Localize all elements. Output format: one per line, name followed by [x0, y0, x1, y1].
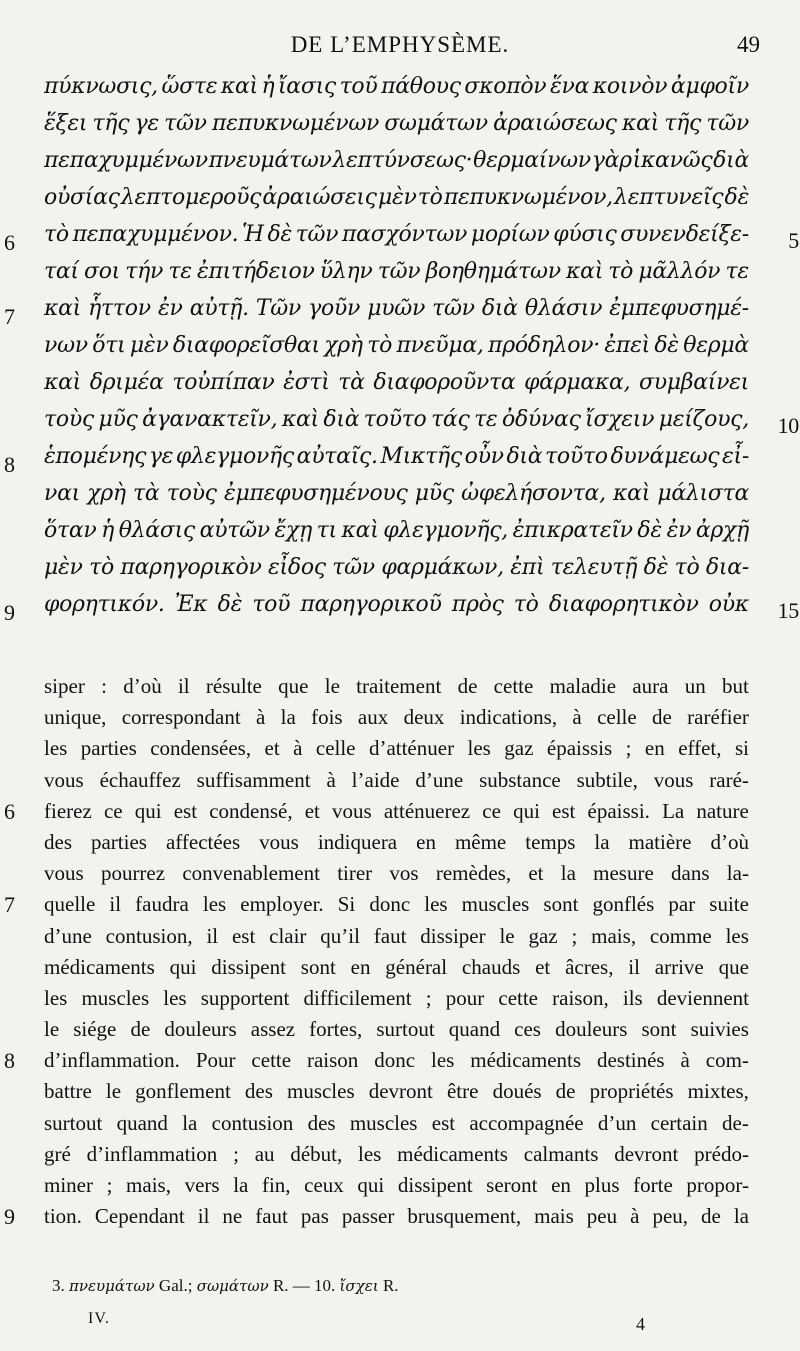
margin-marker-left: 7	[4, 304, 15, 329]
french-text-line: gré d’inflammation ; au début, les médicaments calmants devront prédo-	[44, 1141, 749, 1166]
margin-marker-left: 8	[4, 452, 15, 477]
margin-marker-left: 7	[4, 892, 15, 918]
greek-text-line: ὅταν ἡ θλάσις αὐτῶν ἔχῃ τι καὶ φλεγμονῆς, ἐπικρατεῖν δὲ ἐν ἀρχῇ	[44, 518, 749, 543]
margin-marker-left: 6	[4, 230, 15, 255]
line-number-right: 10	[777, 413, 799, 438]
french-text-line: d’une contusion, il est clair qu’il faut dissiper le gaz ; mais, comme les	[44, 923, 749, 948]
footnote-greek-word: ἴσχει	[339, 1277, 379, 1295]
french-text-line: fierez ce qui est condensé, et vous atténuerez ce qui est épaissi. La nature 6	[4, 798, 749, 824]
french-text-line: unique, correspondant à la fois aux deux indications, à celle de raréfier	[44, 705, 749, 730]
page-number: 49	[737, 32, 760, 57]
footnote-text: R. — 10.	[272, 1276, 336, 1295]
margin-marker-left: 6	[4, 798, 15, 824]
running-head-title: DE L’EMPHYSÈME.	[290, 32, 510, 57]
greek-text-line: ταί σοι τήν τε ἐπιτήδειον ὕλην τῶν βοηθημάτων καὶ τὸ μᾶλλόν τε	[44, 259, 749, 284]
greek-text-line: πύκνωσις, ὥστε καὶ ἡ ἴασις τοῦ πάθους σκοπὸν ἕνα κοινὸν ἀμφοῖν	[44, 74, 749, 99]
margin-marker-left: 8	[4, 1048, 15, 1074]
french-text-line: battre le gonflement des muscles devront être doués de propriétés mixtes,	[44, 1079, 749, 1104]
footnote-text: Gal.;	[158, 1276, 193, 1295]
greek-text-line: καὶ ἧττον ἐν αὐτῇ. Τῶν γοῦν μυῶν τῶν διὰ θλάσιν ἐμπεφυσημέ- 7	[4, 296, 749, 329]
greek-text-line: καὶ δριμέα τοὐπίπαν ἐστὶ τὰ διαφοροῦντα φάρμακα, συμβαίνει	[44, 370, 749, 395]
line-number-right: 15	[777, 598, 799, 623]
french-text-line: vous pourrez convenablement tirer vos remèdes, et la mesure dans la-	[44, 861, 749, 886]
greek-text-line: φορητικόν. Ἐκ δὲ τοῦ παρηγορικοῦ πρὸς τὸ διαφορητικὸν οὐκ 9 15	[4, 592, 799, 625]
greek-text-line: νων ὅτι μὲν διαφορεῖσθαι χρὴ τὸ πνεῦμα, πρόδηλον· ἐπεὶ δὲ θερμὰ	[44, 333, 749, 358]
french-text-line: surtout quand la contusion des muscles est accompagnée d’un certain de-	[44, 1110, 749, 1135]
greek-text-line: μὲν τὸ παρηγορικὸν εἶδος τῶν φαρμάκων, ἐπὶ τελευτῇ δὲ τὸ δια-	[44, 555, 749, 580]
french-translation-block	[4, 674, 749, 1235]
footnote	[52, 1276, 399, 1296]
line-number-right: 5	[788, 228, 799, 253]
french-text-line: siper : d’où il résulte que le traitement de cette maladie aura un but	[44, 674, 749, 698]
signature-mark: IV.	[88, 1310, 110, 1327]
greek-text-line: ἕξει τῆς γε τῶν πεπυκνωμένων σωμάτων ἀραιώσεως καὶ τῆς τῶν	[44, 111, 749, 136]
french-text-line: le siége de douleurs assez fortes, surtout quand ces douleurs sont suivies	[44, 1017, 749, 1042]
footnote-greek-word: πνευμάτων	[69, 1277, 155, 1295]
french-text-line: tion. Cependant il ne faut pas passer brusquement, mais peu à peu, de la 9	[4, 1204, 749, 1230]
french-text-line: médicaments qui dissipent sont en général chauds et âcres, il arrive que	[44, 954, 749, 979]
greek-text-line: ναι χρὴ τὰ τοὺς ἐμπεφυσημένους μῦς ὠφελήσοντα, καὶ μάλιστα	[44, 481, 749, 506]
french-text-line: vous échauffez suffisamment à l’aide d’une substance subtile, vous raré-	[44, 767, 749, 792]
greek-text-line: τὸ πεπαχυμμένον. Ἡ δὲ τῶν πασχόντων μορίων φύσις συνενδείξε- 6 5	[4, 222, 799, 255]
french-text-line: miner ; mais, vers la fin, ceux qui dissipent seront en plus forte propor-	[44, 1173, 749, 1197]
greek-text-line: ἑπομένης γε φλεγμονῆς αὐταῖς. Μικτῆς οὖν διὰ τοῦτο δυνάμεως εἶ- 8	[4, 444, 749, 477]
greek-text-line: οὐσίας λεπτομεροῦς ἀραιώσεις μὲν τὸ πεπυκνωμένον, λεπτυνεῖς δὲ	[44, 185, 749, 210]
margin-marker-left: 9	[4, 600, 15, 625]
french-text-line: d’inflammation. Pour cette raison donc les médicaments destinés à com- 8	[4, 1048, 749, 1074]
footnote-number: 3.	[52, 1276, 65, 1295]
french-text-line: quelle il faudra les employer. Si donc les muscles sont gonflés par suite 7	[4, 892, 749, 918]
greek-text-line: τοὺς μῦς ἀγανακτεῖν, καὶ διὰ τοῦτο τάς τε ὀδύνας ἴσχειν μείζους, 10	[44, 407, 799, 438]
footnote-text: R.	[382, 1276, 399, 1295]
greek-text-block	[4, 74, 799, 629]
signature-number: 4	[636, 1314, 645, 1334]
french-text-line: les muscles les supportent difficilement ; pour cette raison, ils deviennent	[44, 985, 749, 1010]
greek-text-line: πεπαχυμμένων πνευμάτων λεπτύνσεως· θερμαίνων γὰρ ἱκανῶς διὰ	[44, 148, 749, 173]
margin-marker-left: 9	[4, 1204, 15, 1230]
french-text-line: des parties affectées vous indiquera en même temps la matière d’où	[44, 829, 749, 854]
footnote-greek-word: σωμάτων	[196, 1277, 269, 1295]
french-text-line: les parties condensées, et à celle d’atténuer les gaz épaissis ; en effet, si	[44, 736, 749, 761]
